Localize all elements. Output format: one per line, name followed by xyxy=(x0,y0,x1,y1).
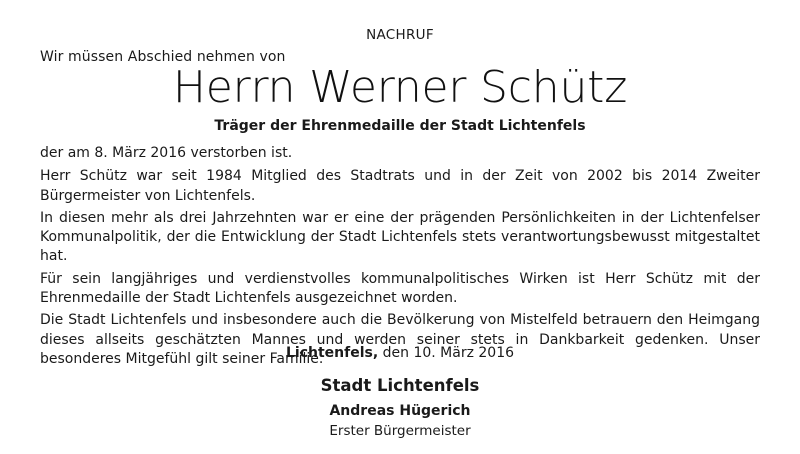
body-paragraph: Die Stadt Lichtenfels und insbesondere auch die Bevölkerung von Mistelfeld betrauern den Heimgang dieses allseits geschätzten Mannes und werden seiner stets in Dankbarkeit gedenken. Unser besonderes Mitgefühl gilt seiner Familie. xyxy=(40,312,760,367)
notice-body xyxy=(40,144,760,372)
obituary-notice xyxy=(40,0,760,454)
signature-title: Erster Bürgermeister xyxy=(329,423,471,439)
signature-name: Andreas Hügerich xyxy=(329,403,471,419)
dateline-date: den 10. März 2016 xyxy=(382,345,515,361)
intro-line: Wir müssen Abschied nehmen von xyxy=(40,49,286,65)
body-paragraph: Herr Schütz war seit 1984 Mitglied des Stadtrats und in der Zeit von 2002 bis 2014 Zweiter Bürgermeister von Lichtenfels. xyxy=(40,168,760,204)
dateline-place: Lichtenfels, xyxy=(285,345,379,361)
signature-organization: Stadt Lichtenfels xyxy=(320,376,480,395)
dateline xyxy=(40,345,760,361)
notice-heading: NACHRUF xyxy=(366,27,434,43)
honor-line: Träger der Ehrenmedaille der Stadt Lichtenfels xyxy=(214,118,586,134)
deceased-name: Herrn Werner Schütz xyxy=(172,62,628,113)
body-paragraph: der am 8. März 2016 verstorben ist. xyxy=(40,145,293,161)
body-paragraph: In diesen mehr als drei Jahrzehnten war er eine der prägenden Persönlichkeiten in der Lichtenfelser Kommunalpolitik, der die Entwicklung der Stadt Lichtenfels stets verantwortungsbewusst mitgestaltet hat. xyxy=(40,209,760,265)
body-paragraph: Für sein langjähriges und verdienstvolles kommunalpolitisches Wirken ist Herr Schütz mit der Ehrenmedaille der Stadt Lichtenfels ausgezeichnet worden. xyxy=(40,270,760,307)
